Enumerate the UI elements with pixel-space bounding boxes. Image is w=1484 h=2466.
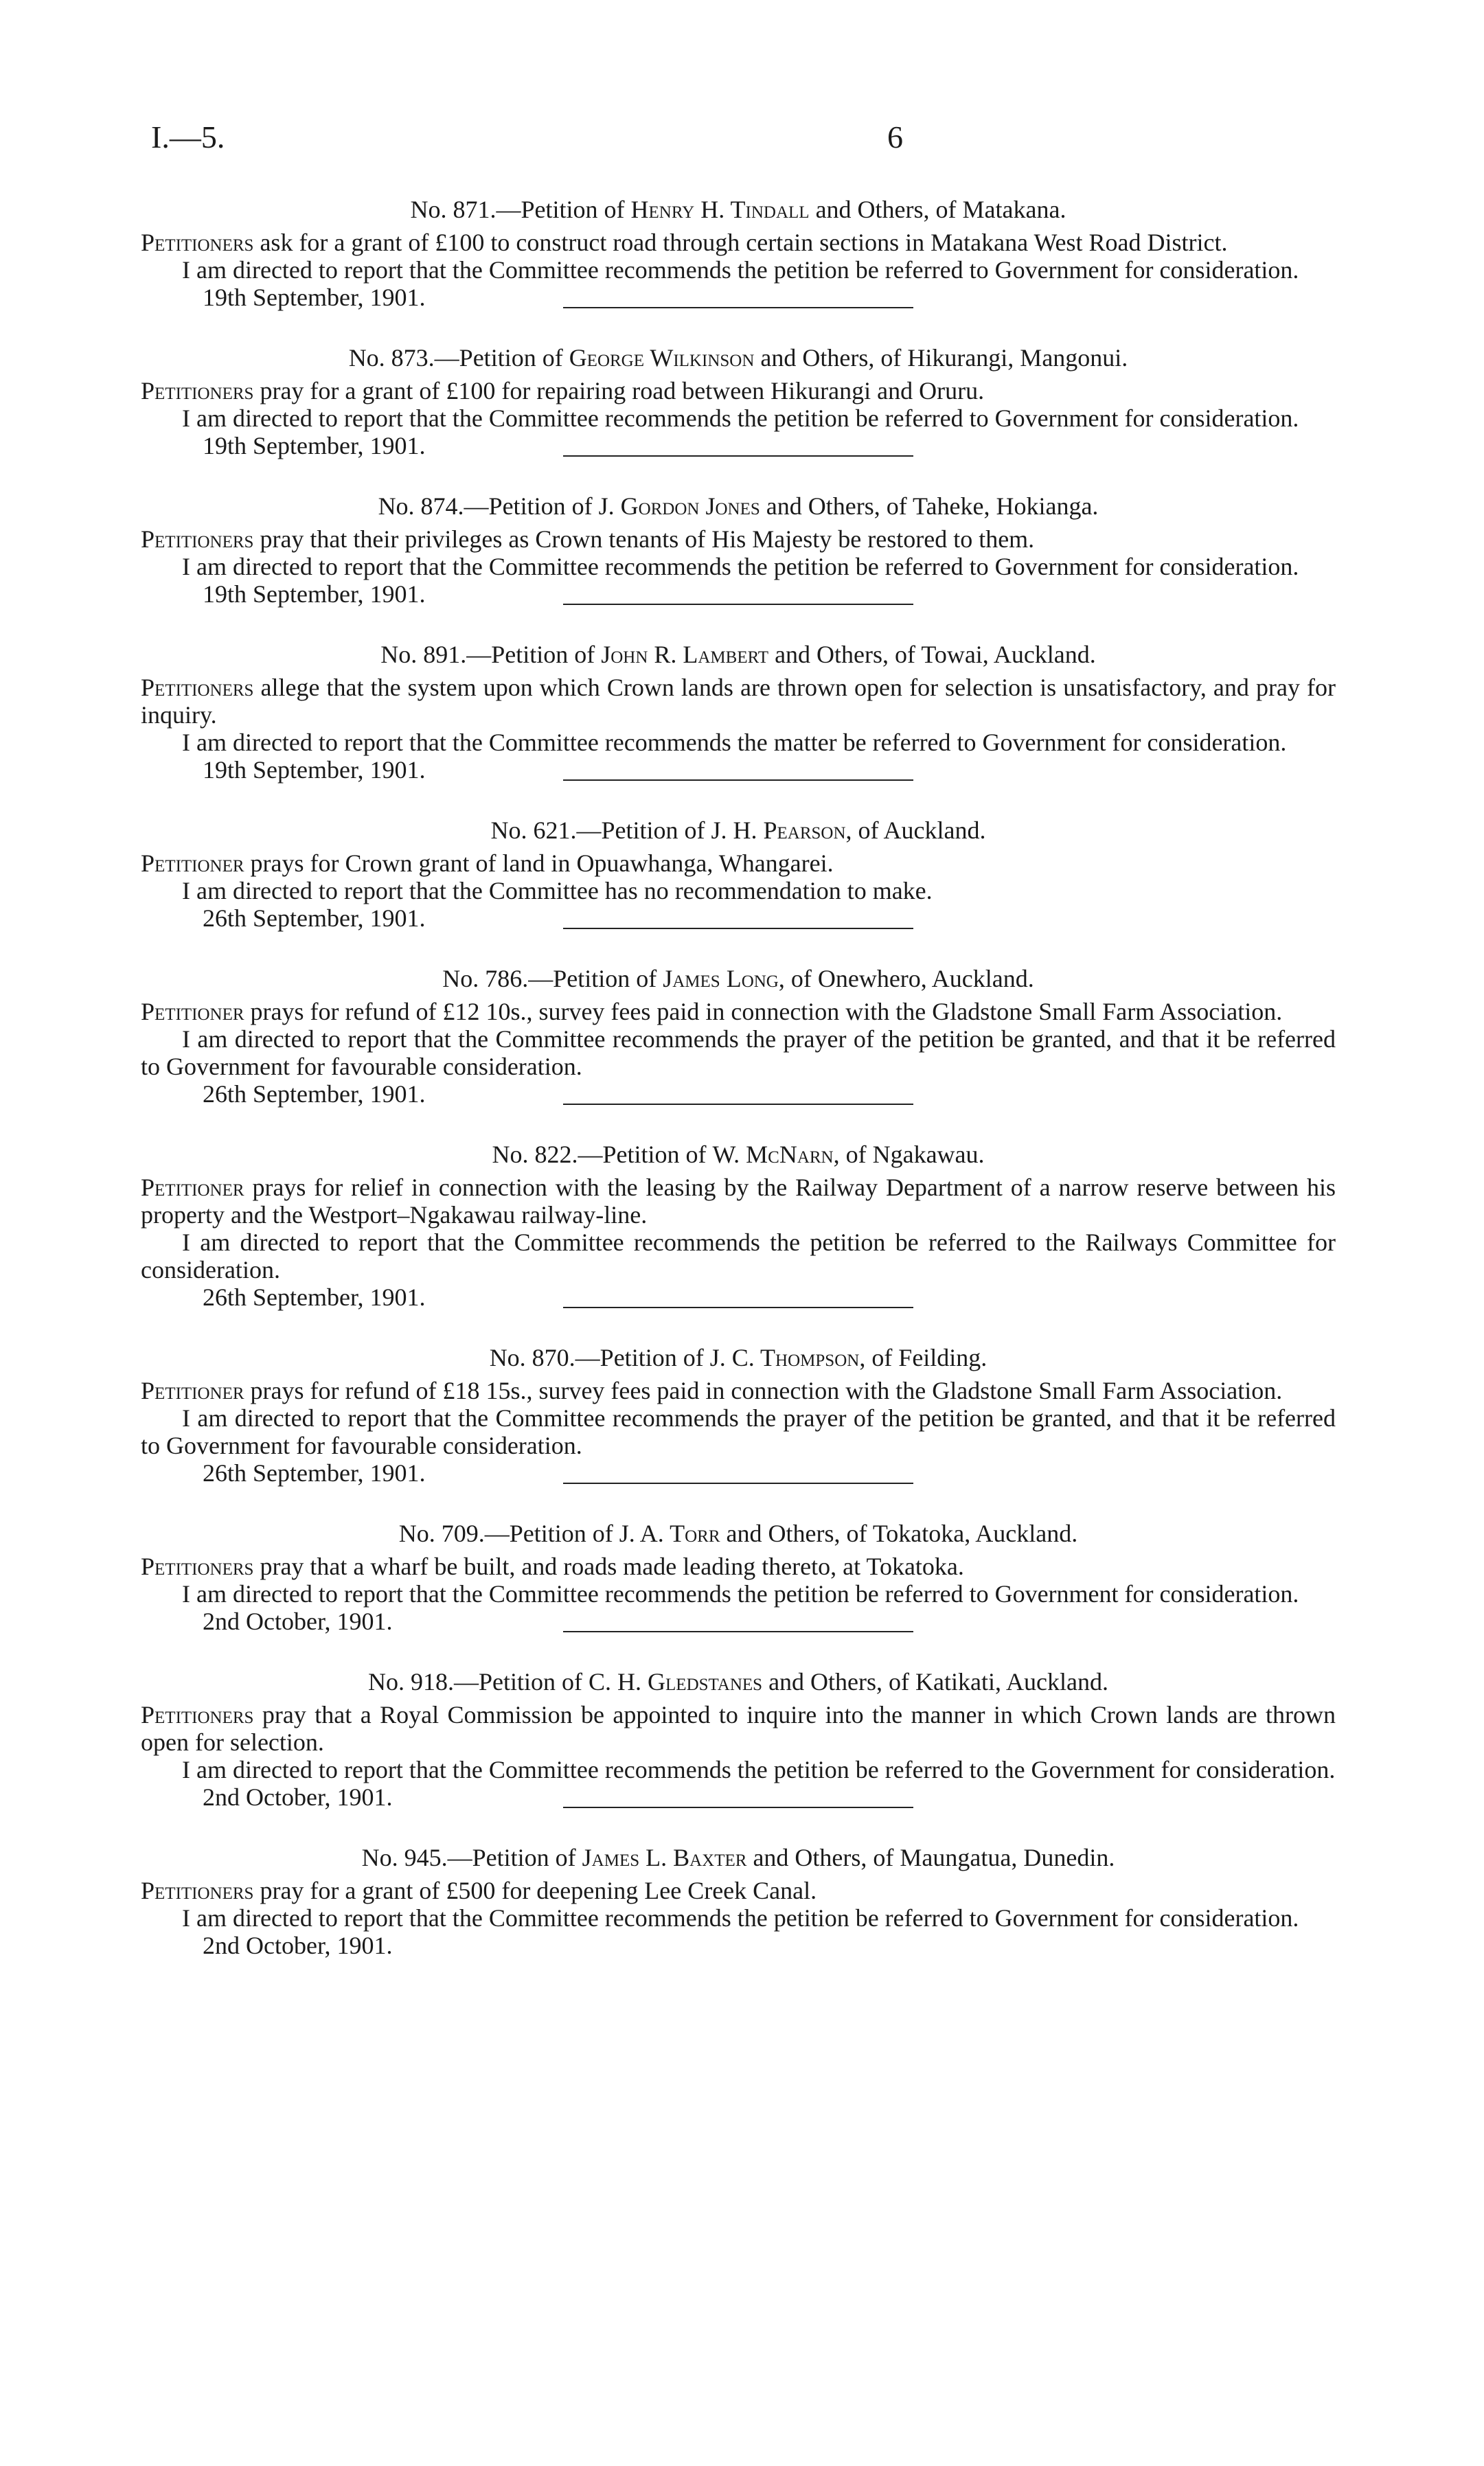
petition-origin: and Others, of Maungatua, Dunedin.	[753, 1844, 1115, 1871]
committee-report: I am directed to report that the Committee recommends the petition be referred to the Railways Committee for consideration.	[141, 1229, 1336, 1283]
petitioner-name: John R. Lambert	[601, 641, 769, 668]
committee-report: I am directed to report that the Committee recommends the petition be referred to Government for consideration.	[182, 1904, 1299, 1932]
date-row	[141, 1459, 1336, 1489]
petitioner-name: George Wilkinson	[569, 344, 755, 372]
petition-entry	[141, 1141, 1336, 1314]
petitioner-label: Petitioners	[141, 1877, 254, 1904]
spacer	[141, 1814, 1336, 1844]
spacer	[141, 1110, 1336, 1141]
committee-report: I am directed to report that the Committee recommends the petition be referred to the Government for consideration.	[182, 1756, 1336, 1783]
separator-rule	[563, 1631, 913, 1632]
request-text: prays for refund of £18 15s., survey fees paid in connection with the Gladstone Small Farm Association.	[250, 1377, 1283, 1404]
petition-origin: and Others, of Tokatoka, Auckland.	[726, 1520, 1078, 1547]
petition-title	[141, 1141, 1336, 1168]
committee-report: I am directed to report that the Committee recommends the prayer of the petition be granted, and that it be referred to Government for favourable consideration.	[141, 1025, 1336, 1080]
petition-entry	[141, 492, 1336, 610]
request-text: prays for Crown grant of land in Opuawhanga, Whangarei.	[250, 849, 834, 877]
committee-report: I am directed to report that the Committee recommends the petition be referred to Government for consideration.	[182, 553, 1299, 580]
petition-origin: , of Ngakawau.	[833, 1141, 985, 1168]
petitioner-label: Petitioners	[141, 674, 254, 701]
separator-rule	[563, 1483, 913, 1484]
date-row	[141, 1283, 1336, 1314]
petition-title	[141, 1344, 1336, 1371]
petition-origin: , of Onewhero, Auckland.	[778, 965, 1034, 992]
petitioner-label: Petitioners	[141, 1701, 254, 1728]
petition-title	[141, 196, 1336, 223]
spacer	[141, 610, 1336, 641]
petitioner-label: Petitioner	[141, 1174, 244, 1201]
petitioner-name: James Long	[663, 965, 779, 992]
petition-request	[141, 1553, 1336, 1580]
petition-number: No. 918.—Petition of	[368, 1668, 583, 1696]
petition-request	[141, 1701, 1336, 1756]
petition-entry	[141, 641, 1336, 786]
date-row	[141, 1932, 1336, 1962]
petition-title	[141, 492, 1336, 520]
petitioner-name: James L. Baxter	[582, 1844, 747, 1871]
report-date: 19th September, 1901.	[203, 432, 426, 459]
separator-rule	[563, 1307, 913, 1308]
petition-origin: and Others, of Katikati, Auckland.	[768, 1668, 1108, 1696]
petitioner-name: J. H. Pearson	[711, 817, 846, 844]
report-date: 26th September, 1901.	[203, 1080, 426, 1108]
page-header	[151, 119, 1339, 165]
separator-rule	[563, 1104, 913, 1105]
petitioner-name: C. H. Gledstanes	[589, 1668, 763, 1696]
petition-number: No. 870.—Petition of	[489, 1344, 704, 1371]
request-text: prays for relief in connection with the leasing by the Railway Department of a narrow reserve between his property and the Westport–Ngakawau railway-line.	[141, 1174, 1336, 1229]
petitioner-name: J. C. Thompson	[709, 1344, 860, 1371]
petition-number: No. 873.—Petition of	[348, 344, 563, 372]
petition-entry	[141, 1668, 1336, 1814]
petitioner-label: Petitioner	[141, 1377, 244, 1404]
separator-rule	[563, 604, 913, 605]
petition-title	[141, 1520, 1336, 1547]
request-text: pray that a wharf be built, and roads made leading thereto, at Tokatoka.	[260, 1553, 964, 1580]
petition-number: No. 874.—Petition of	[378, 492, 593, 520]
committee-report: I am directed to report that the Committee recommends the petition be referred to Government for consideration.	[182, 404, 1299, 432]
petition-request	[141, 1377, 1336, 1404]
request-text: pray that their privileges as Crown tenants of His Majesty be restored to them.	[260, 525, 1035, 553]
petitioner-label: Petitioners	[141, 229, 254, 256]
petition-request	[141, 674, 1336, 729]
report-date: 19th September, 1901.	[203, 756, 426, 784]
petition-entry	[141, 1520, 1336, 1638]
committee-report: I am directed to report that the Committee recommends the petition be referred to Government for consideration.	[182, 256, 1299, 284]
request-text: prays for refund of £12 10s., survey fees paid in connection with the Gladstone Small Farm Association.	[250, 998, 1283, 1025]
petition-entry	[141, 817, 1336, 935]
report-date: 2nd October, 1901.	[203, 1932, 393, 1959]
petition-request	[141, 525, 1336, 553]
petition-request	[141, 998, 1336, 1025]
spacer	[141, 786, 1336, 817]
petition-origin: , of Feilding.	[859, 1344, 988, 1371]
report-date: 19th September, 1901.	[203, 580, 426, 608]
date-row	[141, 1608, 1336, 1638]
petition-number: No. 945.—Petition of	[361, 1844, 576, 1871]
petitioner-label: Petitioners	[141, 377, 254, 404]
date-row	[141, 756, 1336, 786]
petition-entry	[141, 344, 1336, 462]
petitions-list	[141, 196, 1336, 1962]
separator-rule	[563, 455, 913, 457]
petition-number: No. 709.—Petition of	[398, 1520, 613, 1547]
committee-report: I am directed to report that the Committee recommends the matter be referred to Government for consideration.	[182, 729, 1287, 756]
separator-rule	[563, 779, 913, 781]
report-date: 2nd October, 1901.	[203, 1783, 393, 1811]
committee-report: I am directed to report that the Committee recommends the petition be referred to Government for consideration.	[182, 1580, 1299, 1608]
petition-origin: and Others, of Towai, Auckland.	[775, 641, 1096, 668]
petition-entry	[141, 965, 1336, 1110]
petitioner-name: J. A. Torr	[619, 1520, 720, 1547]
separator-rule	[563, 928, 913, 929]
request-text: pray for a grant of £100 for repairing road between Hikurangi and Oruru.	[260, 377, 985, 404]
separator-rule	[563, 1807, 913, 1808]
petitioner-label: Petitioner	[141, 849, 244, 877]
spacer	[141, 1314, 1336, 1344]
report-date: 26th September, 1901.	[203, 904, 426, 932]
spacer	[141, 1638, 1336, 1668]
date-row	[141, 904, 1336, 935]
petition-number: No. 621.—Petition of	[490, 817, 705, 844]
petition-request	[141, 377, 1336, 404]
date-row	[141, 1080, 1336, 1110]
report-date: 2nd October, 1901.	[203, 1608, 393, 1635]
petition-origin: and Others, of Taheke, Hokianga.	[766, 492, 1099, 520]
petitioner-name: J. Gordon Jones	[598, 492, 760, 520]
petition-number: No. 891.—Petition of	[380, 641, 595, 668]
date-row	[141, 580, 1336, 610]
petition-number: No. 871.—Petition of	[410, 196, 625, 223]
petitioner-label: Petitioner	[141, 998, 244, 1025]
date-row	[141, 284, 1336, 314]
petition-title	[141, 965, 1336, 992]
report-date: 26th September, 1901.	[203, 1283, 426, 1311]
request-text: pray that a Royal Commission be appointed to inquire into the manner in which Crown lands are thrown open for selection.	[141, 1701, 1336, 1756]
committee-report: I am directed to report that the Committee has no recommendation to make.	[182, 877, 933, 904]
petition-origin: , of Auckland.	[845, 817, 986, 844]
petitioner-name: Henry H. Tindall	[630, 196, 810, 223]
separator-rule	[563, 307, 913, 308]
petition-origin: and Others, of Hikurangi, Mangonui.	[760, 344, 1128, 372]
request-text: pray for a grant of £500 for deepening Lee Creek Canal.	[260, 1877, 817, 1904]
committee-report: I am directed to report that the Committee recommends the prayer of the petition be granted, and that it be referred to Government for favourable consideration.	[141, 1404, 1336, 1459]
spacer	[141, 935, 1336, 965]
petition-request	[141, 1877, 1336, 1904]
petition-entry	[141, 1344, 1336, 1489]
petition-request	[141, 1174, 1336, 1229]
petition-origin: and Others, of Matakana.	[815, 196, 1066, 223]
spacer	[141, 1489, 1336, 1520]
petition-entry	[141, 1844, 1336, 1962]
spacer	[141, 462, 1336, 492]
request-text: allege that the system upon which Crown lands are thrown open for selection is unsatisfactory, and pray for inquiry.	[141, 674, 1336, 729]
petition-number: No. 822.—Petition of	[492, 1141, 707, 1168]
petition-title	[141, 344, 1336, 372]
series-code: I.—5.	[151, 119, 225, 155]
report-date: 26th September, 1901.	[203, 1459, 426, 1487]
petitioner-label: Petitioners	[141, 1553, 254, 1580]
date-row	[141, 432, 1336, 462]
petition-title	[141, 641, 1336, 668]
page-number: 6	[887, 119, 903, 155]
request-text: ask for a grant of £100 to construct road through certain sections in Matakana West Road District.	[260, 229, 1228, 256]
petition-title	[141, 1668, 1336, 1696]
petition-number: No. 786.—Petition of	[442, 965, 657, 992]
petition-title	[141, 1844, 1336, 1871]
report-date: 19th September, 1901.	[203, 284, 426, 311]
spacer	[141, 314, 1336, 344]
date-row	[141, 1783, 1336, 1814]
petitioner-label: Petitioners	[141, 525, 254, 553]
petition-request	[141, 229, 1336, 256]
petition-title	[141, 817, 1336, 844]
petition-request	[141, 849, 1336, 877]
petitioner-name: W. McNarn	[712, 1141, 834, 1168]
petition-entry	[141, 196, 1336, 314]
